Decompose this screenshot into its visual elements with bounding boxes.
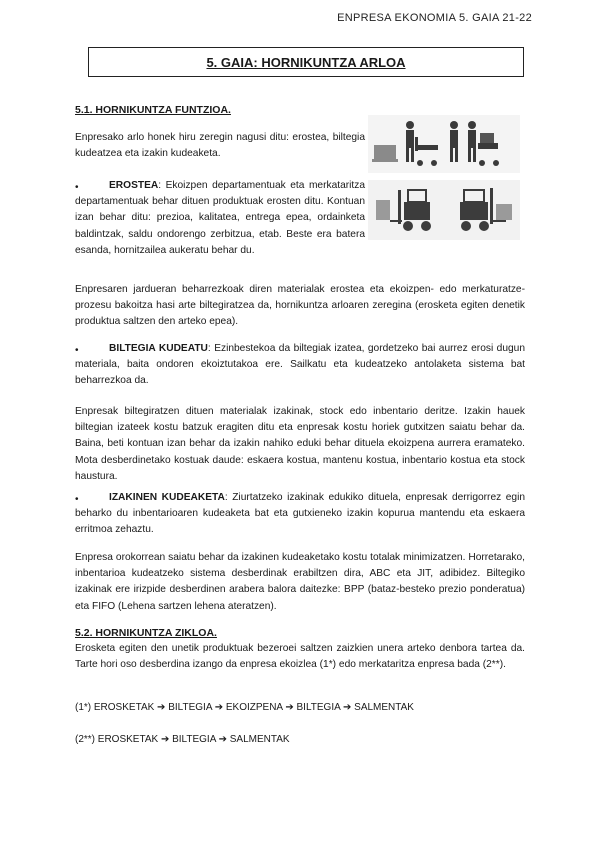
zikloa-paragraph: Erosketa egiten den unetik produktuak bezeroei saltzen zaizkien unera arteko denbora tartea da. Tarte hori oso desberdina izango da enpresa ekoizlea (1*) edo merkataritza enpresa bada (2**). [75,643,525,671]
bullet-erostea: • [75,182,79,193]
stock-paragraph: Enpresak biltegiratzen dituen materialak izakinak, stock edo inbentario deritze. Izakin hauek biltegian izateek kostu batzuk eragiten ditu eta enpresak kostu horiek gutxitzen saiatu behar da. Baina, beti kontuan izan behar da izakin nahiko eduki behar dituela ekoizpena aurrera eramateko. Mota desberdinetako kostuak daude: eskaera kostua, mantenu kostua, inbentario kostua eta stock haustura. [75,406,525,482]
intro-paragraph: Enpresako arlo honek hiru zeregin nagusi ditu: erostea, biltegia kudeatzea eta izakin kudeaketa. [75,132,365,160]
biltegia-paragraph [75,341,525,390]
flow-ekoizlea: (1*) EROSKETAK ➔ BILTEGIA ➔ EKOIZPENA ➔ BILTEGIA ➔ SALMENTAK [75,702,414,713]
izakinen-label: IZAKINEN KUDEAKETA [109,492,225,503]
forklifts-illustration [368,180,520,240]
erostea-label: EROSTEA [109,180,159,191]
izakinen-paragraph [75,490,525,539]
title-box [88,47,524,77]
page-title: 5. GAIA: HORNIKUNTZA ARLOA [206,54,406,70]
kostu-paragraph: Enpresa orokorrean saiatu behar da izakinen kudeaketako kostu totalak minimizatzen. Horretarako, inbentarioa kudeatzeko sistema desberdinak erabiltzen dira, ABC eta JIT, adibidez. Biltegiko izakinak ere irizpide desberdinen arabera balora daitezke: BPP (bataz-besteko prezio ponderatua) eta FIFO (Lehena sartzen lehena ateratzen). [75,552,525,612]
materialak-paragraph: Enpresaren jardueran beharrezkoak diren materialak erostea eta ekoizpen- edo merkaturatze-prozesu bakoitza hasi arte biltegiratzea da, hornikuntza arloaren zeregina (erosketa egiten denetik produktua saltzen den arteko epea). [75,284,525,328]
izakinen-text: : Ziurtatzeko izakinak edukiko dituela, enpresak derrigorrez egin beharko du inbentarioaren kudeaketa bat eta gutxieneko izakin kopurua mantendu eta eskaera erritmoa zehaztu. [75,492,525,536]
erostea-text: : Ekoizpen departamentuak eta merkataritza departamentuak behar dituen produktuak erosten ditu. Kontuan izan behar ditu: prezioa, kalitatea, entrega epea, ordainketa baldintzak, saldu ondorengo zerbitzua, etab. Beste era batera esanda, hornitzailea aukeratu behar du. [75,180,365,256]
bullet-izakinen: • [75,494,79,505]
warehouse-workers-illustration [368,115,520,173]
bullet-biltegia: • [75,345,79,356]
section-heading-5-1: 5.1. HORNIKUNTZA FUNTZIOA. [75,104,231,116]
page-header: ENPRESA EKONOMIA 5. GAIA 21-22 [337,12,532,24]
flow-merkataritza: (2**) EROSKETAK ➔ BILTEGIA ➔ SALMENTAK [75,734,290,745]
erostea-paragraph [75,178,365,259]
section-heading-5-2: 5.2. HORNIKUNTZA ZIKLOA. [75,627,217,639]
biltegia-label: BILTEGIA KUDEATU [109,343,208,354]
biltegia-text: : Ezinbestekoa da biltegiak izatea, gordetzeko bai aurrez erosi dugun materiala, baita ondoren ekoiztutakoa ere. Sailkatu eta kudeatzeko antolaketa sistema bat beharrezkoa da. [75,343,525,387]
